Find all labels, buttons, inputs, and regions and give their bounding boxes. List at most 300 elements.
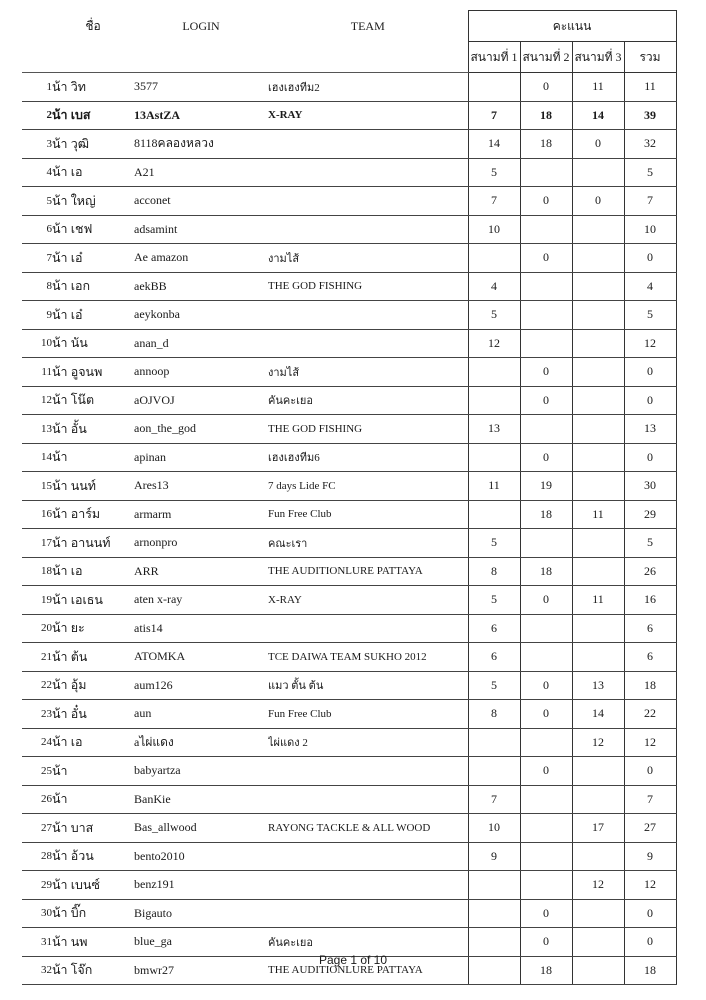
row-name: น้า อั๋น: [52, 700, 134, 729]
row-field-1-score: 5: [468, 671, 520, 700]
row-number: 22: [22, 671, 52, 700]
row-login: bmwr27: [134, 956, 268, 985]
row-total-score: 7: [624, 187, 676, 216]
row-team: THE GOD FISHING: [268, 415, 468, 444]
row-number: 19: [22, 586, 52, 615]
row-total-score: 29: [624, 500, 676, 529]
row-number: 18: [22, 557, 52, 586]
row-field-1-score: [468, 928, 520, 957]
row-login: aon_the_god: [134, 415, 268, 444]
table-row: [22, 614, 676, 643]
row-field-2-score: 18: [520, 557, 572, 586]
table-row: [22, 557, 676, 586]
row-name: น้า เอ๋: [52, 244, 134, 273]
row-name: น้า อ้วน: [52, 842, 134, 871]
table-row: [22, 130, 676, 159]
row-team: THE AUDITIONLURE PATTAYA: [268, 557, 468, 586]
row-total-score: 13: [624, 415, 676, 444]
row-field-1-score: 8: [468, 557, 520, 586]
table-row: [22, 358, 676, 387]
row-name: น้า ยะ: [52, 614, 134, 643]
row-field-2-score: 0: [520, 757, 572, 786]
row-number: 23: [22, 700, 52, 729]
row-login: benz191: [134, 871, 268, 900]
row-field-1-score: 5: [468, 586, 520, 615]
table-row: [22, 415, 676, 444]
row-total-score: 12: [624, 871, 676, 900]
row-number: 14: [22, 443, 52, 472]
row-total-score: 0: [624, 244, 676, 273]
row-total-score: 11: [624, 73, 676, 102]
table-row: [22, 73, 676, 102]
header-total: รวม: [624, 42, 676, 73]
header-spacer: [22, 42, 52, 73]
row-name: น้า: [52, 757, 134, 786]
row-field-2-score: [520, 785, 572, 814]
row-name: น้า บาส: [52, 814, 134, 843]
row-field-2-score: [520, 415, 572, 444]
row-name: น้า โจ๊ก: [52, 956, 134, 985]
row-team: TCE DAIWA TEAM SUKHO 2012: [268, 643, 468, 672]
table-row: [22, 215, 676, 244]
row-login: 13AstZA: [134, 101, 268, 130]
table-row: [22, 586, 676, 615]
row-name: น้า เอก: [52, 272, 134, 301]
row-number: 13: [22, 415, 52, 444]
row-field-1-score: [468, 728, 520, 757]
row-number: 5: [22, 187, 52, 216]
row-field-1-score: 5: [468, 301, 520, 330]
row-team: X-RAY: [268, 101, 468, 130]
row-team: X-RAY: [268, 586, 468, 615]
header-no: [22, 11, 52, 42]
row-number: 31: [22, 928, 52, 957]
row-total-score: 4: [624, 272, 676, 301]
row-login: adsamint: [134, 215, 268, 244]
header-field-3: สนามที่ 3: [572, 42, 624, 73]
row-field-3-score: 11: [572, 500, 624, 529]
row-total-score: 12: [624, 329, 676, 358]
row-field-3-score: [572, 928, 624, 957]
row-total-score: 7: [624, 785, 676, 814]
row-field-1-score: 4: [468, 272, 520, 301]
row-name: น้า: [52, 443, 134, 472]
row-team: Fun Free Club: [268, 700, 468, 729]
row-field-1-score: 11: [468, 472, 520, 501]
row-name: น้า โน๊ต: [52, 386, 134, 415]
row-field-3-score: 11: [572, 586, 624, 615]
table-row: [22, 386, 676, 415]
row-total-score: 0: [624, 386, 676, 415]
row-total-score: 5: [624, 158, 676, 187]
row-number: 9: [22, 301, 52, 330]
row-field-2-score: 19: [520, 472, 572, 501]
table-row: [22, 187, 676, 216]
row-field-2-score: 0: [520, 358, 572, 387]
row-field-2-score: [520, 158, 572, 187]
row-field-1-score: 10: [468, 215, 520, 244]
row-team: [268, 757, 468, 786]
row-field-1-score: [468, 871, 520, 900]
table-row: [22, 244, 676, 273]
row-login: apinan: [134, 443, 268, 472]
row-field-3-score: 12: [572, 728, 624, 757]
row-field-1-score: 5: [468, 158, 520, 187]
row-number: 1: [22, 73, 52, 102]
row-login: Bigauto: [134, 899, 268, 928]
row-number: 27: [22, 814, 52, 843]
row-total-score: 10: [624, 215, 676, 244]
row-total-score: 0: [624, 928, 676, 957]
row-team: เฮงเฮงทีม2: [268, 73, 468, 102]
row-field-3-score: 11: [572, 73, 624, 102]
header-spacer: [52, 42, 134, 73]
row-login: aten x-ray: [134, 586, 268, 615]
row-team: 7 days Lide FC: [268, 472, 468, 501]
row-name: น้า นพ: [52, 928, 134, 957]
row-field-1-score: 14: [468, 130, 520, 159]
row-field-3-score: [572, 529, 624, 558]
row-field-1-score: 8: [468, 700, 520, 729]
row-field-1-score: [468, 757, 520, 786]
row-number: 7: [22, 244, 52, 273]
row-number: 20: [22, 614, 52, 643]
row-field-1-score: [468, 443, 520, 472]
row-login: Bas_allwood: [134, 814, 268, 843]
row-name: น้า เอ: [52, 557, 134, 586]
page-number: Page 1 of 10: [318, 953, 388, 967]
row-field-1-score: [468, 500, 520, 529]
row-field-2-score: 0: [520, 671, 572, 700]
row-field-1-score: [468, 358, 520, 387]
row-field-2-score: [520, 272, 572, 301]
row-login: anan_d: [134, 329, 268, 358]
row-login: aไผ่แดง: [134, 728, 268, 757]
row-field-2-score: [520, 614, 572, 643]
row-field-1-score: 6: [468, 643, 520, 672]
row-name: น้า อุ้ม: [52, 671, 134, 700]
row-team: [268, 842, 468, 871]
row-number: 12: [22, 386, 52, 415]
row-field-3-score: [572, 301, 624, 330]
row-total-score: 18: [624, 671, 676, 700]
row-field-3-score: [572, 557, 624, 586]
row-field-3-score: [572, 329, 624, 358]
row-field-2-score: 0: [520, 586, 572, 615]
row-field-2-score: 0: [520, 899, 572, 928]
row-login: Ae amazon: [134, 244, 268, 273]
row-field-2-score: 0: [520, 244, 572, 273]
table-row: [22, 158, 676, 187]
row-field-3-score: [572, 757, 624, 786]
row-field-2-score: 18: [520, 101, 572, 130]
row-team: THE AUDITIONLURE PATTAYA: [268, 956, 468, 985]
row-field-2-score: 0: [520, 73, 572, 102]
table-row: [22, 101, 676, 130]
row-field-2-score: [520, 814, 572, 843]
row-team: [268, 614, 468, 643]
row-name: น้า อั้น: [52, 415, 134, 444]
row-field-2-score: 18: [520, 956, 572, 985]
row-number: 21: [22, 643, 52, 672]
row-login: armarm: [134, 500, 268, 529]
row-field-3-score: 14: [572, 101, 624, 130]
row-name: น้า อาร์ม: [52, 500, 134, 529]
header-spacer: [134, 42, 268, 73]
row-total-score: 6: [624, 614, 676, 643]
row-team: THE GOD FISHING: [268, 272, 468, 301]
header-field-2: สนามที่ 2: [520, 42, 572, 73]
row-number: 10: [22, 329, 52, 358]
row-login: A21: [134, 158, 268, 187]
row-field-2-score: [520, 301, 572, 330]
row-team: แมว ตั้น ต้น: [268, 671, 468, 700]
row-name: น้า นัน: [52, 329, 134, 358]
header-points: คะแนน: [468, 11, 676, 42]
row-field-3-score: 0: [572, 130, 624, 159]
table-row: [22, 301, 676, 330]
row-field-2-score: 0: [520, 700, 572, 729]
row-name: น้า ต้น: [52, 643, 134, 672]
row-team: คณะเรา: [268, 529, 468, 558]
row-number: 32: [22, 956, 52, 985]
table-row: [22, 785, 676, 814]
table-row: [22, 871, 676, 900]
row-login: aun: [134, 700, 268, 729]
row-number: 15: [22, 472, 52, 501]
row-total-score: 0: [624, 899, 676, 928]
row-field-1-score: 10: [468, 814, 520, 843]
row-login: bento2010: [134, 842, 268, 871]
row-login: atis14: [134, 614, 268, 643]
row-field-3-score: 17: [572, 814, 624, 843]
row-team: คันคะเยอ: [268, 386, 468, 415]
row-field-1-score: [468, 899, 520, 928]
row-total-score: 0: [624, 443, 676, 472]
header-spacer: [268, 42, 468, 73]
row-team: [268, 871, 468, 900]
row-number: 28: [22, 842, 52, 871]
row-field-3-score: 12: [572, 871, 624, 900]
table-row: [22, 472, 676, 501]
row-field-3-score: [572, 443, 624, 472]
row-field-2-score: 0: [520, 443, 572, 472]
row-name: น้า วิท: [52, 73, 134, 102]
table-row: [22, 272, 676, 301]
row-team: เฮงเฮงทีม6: [268, 443, 468, 472]
row-total-score: 12: [624, 728, 676, 757]
row-name: น้า เอ: [52, 728, 134, 757]
row-login: babyartza: [134, 757, 268, 786]
row-field-1-score: 5: [468, 529, 520, 558]
row-login: Ares13: [134, 472, 268, 501]
table-row: [22, 928, 676, 957]
row-number: 6: [22, 215, 52, 244]
row-number: 25: [22, 757, 52, 786]
row-number: 17: [22, 529, 52, 558]
row-field-3-score: [572, 358, 624, 387]
row-login: blue_ga: [134, 928, 268, 957]
row-field-2-score: 0: [520, 386, 572, 415]
row-team: คันคะเยอ: [268, 928, 468, 957]
row-team: [268, 130, 468, 159]
row-number: 16: [22, 500, 52, 529]
row-login: acconet: [134, 187, 268, 216]
row-login: annoop: [134, 358, 268, 387]
row-total-score: 5: [624, 301, 676, 330]
row-name: น้า อูจนพ: [52, 358, 134, 387]
row-team: [268, 785, 468, 814]
header-field-1: สนามที่ 1: [468, 42, 520, 73]
row-total-score: 27: [624, 814, 676, 843]
row-field-3-score: [572, 899, 624, 928]
row-field-1-score: [468, 244, 520, 273]
row-field-3-score: 13: [572, 671, 624, 700]
row-login: 3577: [134, 73, 268, 102]
row-login: ATOMKA: [134, 643, 268, 672]
row-field-2-score: [520, 871, 572, 900]
row-field-1-score: 7: [468, 785, 520, 814]
header-team: TEAM: [350, 18, 385, 33]
row-field-2-score: [520, 842, 572, 871]
row-number: 30: [22, 899, 52, 928]
row-team: RAYONG TACKLE & ALL WOOD: [268, 814, 468, 843]
row-field-3-score: [572, 472, 624, 501]
row-field-1-score: 7: [468, 101, 520, 130]
row-field-3-score: [572, 386, 624, 415]
row-field-3-score: [572, 415, 624, 444]
row-number: 2: [22, 101, 52, 130]
row-field-3-score: [572, 215, 624, 244]
row-number: 26: [22, 785, 52, 814]
row-total-score: 6: [624, 643, 676, 672]
table-row: [22, 671, 676, 700]
row-login: aeykonba: [134, 301, 268, 330]
row-name: น้า วุฒิ: [52, 130, 134, 159]
row-team: [268, 215, 468, 244]
row-field-2-score: [520, 529, 572, 558]
header-name: ชื่อ: [85, 18, 101, 33]
table-row: [22, 329, 676, 358]
row-team: งามไส้: [268, 358, 468, 387]
row-login: aekBB: [134, 272, 268, 301]
row-field-1-score: [468, 73, 520, 102]
row-total-score: 30: [624, 472, 676, 501]
table-row: [22, 899, 676, 928]
row-team: [268, 301, 468, 330]
row-login: aum126: [134, 671, 268, 700]
row-team: [268, 187, 468, 216]
row-field-2-score: 18: [520, 500, 572, 529]
row-total-score: 16: [624, 586, 676, 615]
row-total-score: 9: [624, 842, 676, 871]
table-body: [22, 73, 676, 985]
row-team: [268, 899, 468, 928]
row-field-2-score: 0: [520, 928, 572, 957]
row-field-1-score: 6: [468, 614, 520, 643]
row-number: 11: [22, 358, 52, 387]
header-login: LOGIN: [182, 18, 220, 33]
score-table: [22, 10, 677, 985]
row-team: ไผ่แดง 2: [268, 728, 468, 757]
row-field-3-score: [572, 643, 624, 672]
row-team: งามไส้: [268, 244, 468, 273]
row-team: [268, 158, 468, 187]
row-total-score: 39: [624, 101, 676, 130]
row-name: น้า เบส: [52, 101, 134, 130]
row-total-score: 22: [624, 700, 676, 729]
row-name: น้า นนท์: [52, 472, 134, 501]
table-row: [22, 700, 676, 729]
row-field-1-score: 9: [468, 842, 520, 871]
row-field-3-score: [572, 785, 624, 814]
table-row: [22, 529, 676, 558]
row-name: น้า เบนซ์: [52, 871, 134, 900]
row-field-2-score: [520, 329, 572, 358]
row-field-3-score: [572, 842, 624, 871]
table-row: [22, 757, 676, 786]
table-row: [22, 443, 676, 472]
row-name: น้า อานนท์: [52, 529, 134, 558]
row-total-score: 32: [624, 130, 676, 159]
table-row: [22, 728, 676, 757]
row-total-score: 5: [624, 529, 676, 558]
row-login: 8118คลองหลวง: [134, 130, 268, 159]
row-field-3-score: 0: [572, 187, 624, 216]
row-field-1-score: 13: [468, 415, 520, 444]
row-number: 3: [22, 130, 52, 159]
row-number: 8: [22, 272, 52, 301]
row-total-score: 18: [624, 956, 676, 985]
row-field-3-score: [572, 614, 624, 643]
row-field-1-score: 12: [468, 329, 520, 358]
row-name: น้า เชฟ: [52, 215, 134, 244]
row-field-3-score: [572, 272, 624, 301]
row-field-3-score: 14: [572, 700, 624, 729]
row-field-3-score: [572, 244, 624, 273]
row-login: ARR: [134, 557, 268, 586]
row-field-2-score: [520, 215, 572, 244]
table-row: [22, 643, 676, 672]
table-row: [22, 500, 676, 529]
row-name: น้า เอเธน: [52, 586, 134, 615]
row-total-score: 0: [624, 757, 676, 786]
row-field-2-score: 0: [520, 187, 572, 216]
table-row: [22, 814, 676, 843]
row-team: [268, 329, 468, 358]
row-number: 24: [22, 728, 52, 757]
row-name: น้า ใหญ่: [52, 187, 134, 216]
row-login: arnonpro: [134, 529, 268, 558]
row-field-2-score: [520, 728, 572, 757]
row-name: น้า บิ๊ก: [52, 899, 134, 928]
row-field-3-score: [572, 158, 624, 187]
row-field-1-score: [468, 386, 520, 415]
row-team: Fun Free Club: [268, 500, 468, 529]
row-number: 4: [22, 158, 52, 187]
row-field-1-score: 7: [468, 187, 520, 216]
row-number: 29: [22, 871, 52, 900]
table-row: [22, 842, 676, 871]
row-name: น้า: [52, 785, 134, 814]
row-login: BanKie: [134, 785, 268, 814]
row-name: น้า เอ๋: [52, 301, 134, 330]
row-name: น้า เอ: [52, 158, 134, 187]
row-total-score: 26: [624, 557, 676, 586]
row-total-score: 0: [624, 358, 676, 387]
row-field-2-score: 18: [520, 130, 572, 159]
row-field-2-score: [520, 643, 572, 672]
